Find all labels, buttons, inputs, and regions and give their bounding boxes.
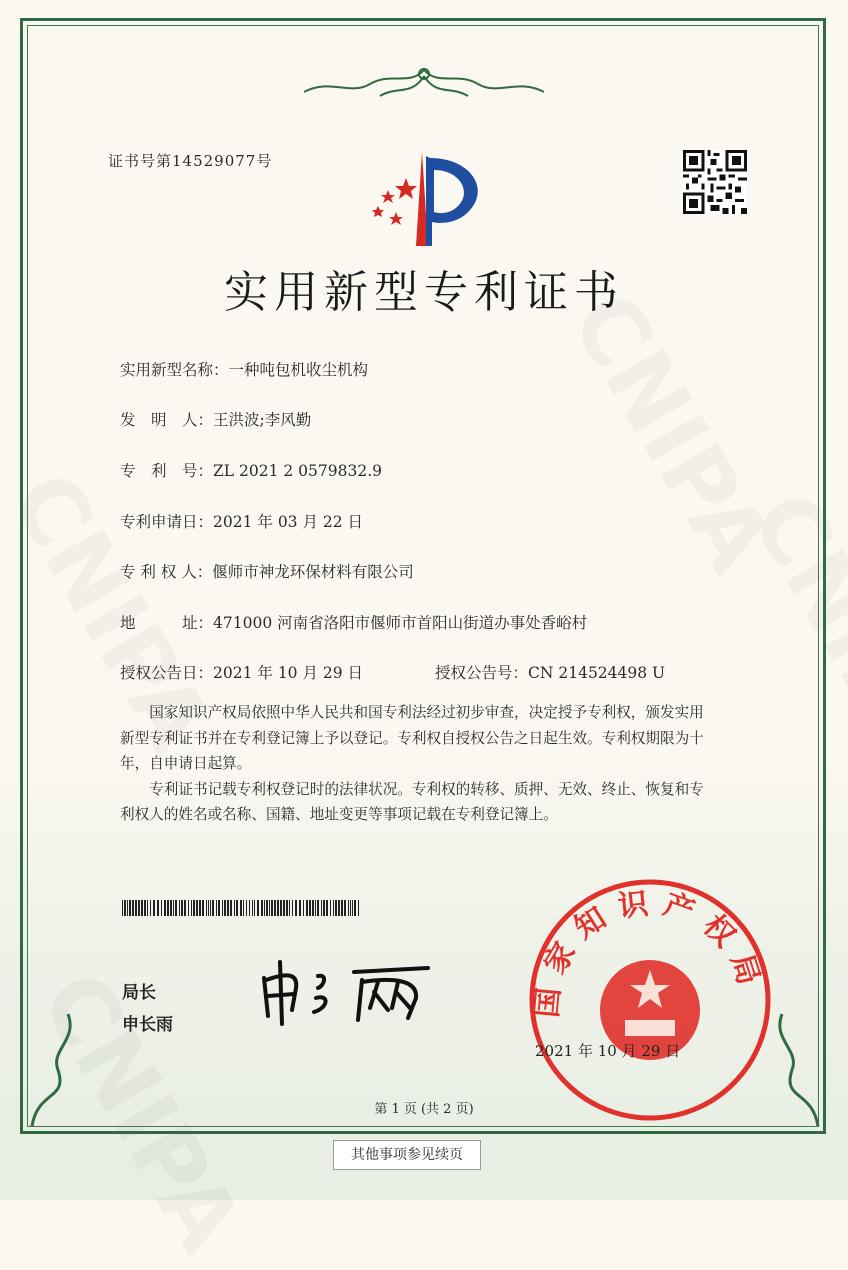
barcode-bar <box>306 900 308 916</box>
field-value: 偃师市神龙环保材料有限公司 <box>212 563 414 581</box>
field-patent-number <box>120 459 382 481</box>
barcode-bar <box>129 900 131 916</box>
barcode-bar <box>157 900 159 916</box>
barcode-bar <box>354 900 356 916</box>
barcode-bar <box>330 900 331 916</box>
barcode-bar <box>309 900 311 916</box>
barcode-bar <box>323 900 325 916</box>
signatory-name: 申长雨 <box>122 1015 173 1035</box>
seal-text: 国家知识产权局 <box>529 885 770 1020</box>
field-label: 专 利 权 人： <box>120 563 213 581</box>
barcode-bar <box>191 900 192 916</box>
barcode-bar <box>252 900 253 916</box>
barcode-bar <box>175 900 177 916</box>
barcode-bar <box>222 900 223 916</box>
barcode-bar <box>321 900 322 916</box>
barcode-bar <box>333 900 334 916</box>
signatory-title: 局长 <box>122 983 156 1003</box>
barcode-bar <box>312 900 314 916</box>
barcode-bar <box>132 900 134 916</box>
certificate-statement <box>120 700 740 828</box>
certificate-title: 实用新型专利证书 <box>224 267 624 318</box>
barcode-bar <box>289 900 290 916</box>
barcode-bar <box>199 900 201 916</box>
statement-line: 新型专利证书并在专利登记簿上予以登记。专利权自授权公告之日起生效。专利权期限为十 <box>120 729 704 747</box>
field-grant-date <box>120 661 363 683</box>
barcode-bar <box>295 900 297 916</box>
barcode-bar <box>210 900 211 916</box>
field-label: 授权公告日： <box>120 664 214 682</box>
field-patentee <box>120 560 414 582</box>
field-application-date <box>120 510 363 532</box>
official-seal <box>520 875 780 1135</box>
barcode-bar <box>341 900 343 916</box>
barcode-bar <box>335 900 337 916</box>
field-label: 专 利 号： <box>120 462 214 480</box>
field-label: 发 明 人： <box>120 411 214 429</box>
barcode-bar <box>161 900 162 916</box>
barcode-bar <box>286 900 288 916</box>
barcode-bar <box>338 900 340 916</box>
barcode-bar <box>206 900 207 916</box>
barcode-bar <box>150 900 151 916</box>
barcode-bar <box>208 900 209 916</box>
barcode-bar <box>184 900 186 916</box>
barcode-bar <box>317 900 319 916</box>
barcode-bar <box>122 900 123 916</box>
qr-code <box>683 150 747 214</box>
field-address <box>120 611 587 633</box>
barcode-bar <box>202 900 204 916</box>
field-inventor <box>120 408 311 430</box>
field-value: 2021 年 10 月 29 日 <box>213 664 364 682</box>
field-value: ZL 2021 2 0579832.9 <box>213 462 382 480</box>
field-value: 一种吨包机收尘机构 <box>228 361 369 379</box>
barcode-bar <box>124 900 126 916</box>
certificate-number: 证书号第14529077号 <box>108 152 273 170</box>
field-value: 2021 年 03 月 22 日 <box>213 513 364 531</box>
barcode-bar <box>271 900 273 916</box>
barcode-bar <box>212 900 214 916</box>
barcode-bar <box>170 900 172 916</box>
barcode-bar <box>257 900 259 916</box>
barcode-bar <box>188 900 189 916</box>
barcode-bar <box>299 900 301 916</box>
cnipa-logo <box>360 148 490 248</box>
field-label: 授权公告号： <box>435 664 529 682</box>
top-ornament <box>300 66 548 106</box>
statement-line: 利权人的姓名或名称、国籍、地址变更等事项记载在专利登记簿上。 <box>120 806 558 823</box>
barcode-bar <box>196 900 198 916</box>
barcode-bar <box>266 900 268 916</box>
statement-line: 年，自申请日起算。 <box>120 755 252 772</box>
barcode-bar <box>352 900 353 916</box>
barcode-bar <box>264 900 265 916</box>
barcode-bar <box>193 900 195 916</box>
barcode-bar <box>303 900 304 916</box>
barcode-bar <box>181 900 183 916</box>
barcode-bar <box>234 900 235 916</box>
field-announcement-number <box>435 661 665 683</box>
barcode-bar <box>280 900 282 916</box>
handwritten-signature <box>258 958 438 1028</box>
page-number: 第 1 页 (共 2 页) <box>374 1102 474 1117</box>
barcode-bar <box>274 900 276 916</box>
barcode-bar <box>315 900 316 916</box>
barcode-bar <box>243 900 244 916</box>
barcode-bar <box>236 900 238 916</box>
statement-line: 专利证书记载专利权登记时的法律状况。专利权的转移、质押、无效、终止、恢复和专 <box>120 780 704 798</box>
barcode-bar <box>227 900 229 916</box>
barcode-bar <box>164 900 166 916</box>
barcode-bar <box>326 900 328 916</box>
barcode-bar <box>179 900 180 916</box>
barcode-bar <box>173 900 174 916</box>
barcode-bar <box>167 900 169 916</box>
barcode-bar <box>135 900 137 916</box>
barcode-bar <box>230 900 232 916</box>
field-utility-model-name <box>120 358 368 380</box>
barcode-bar <box>277 900 279 916</box>
field-label: 实用新型名称： <box>120 361 229 379</box>
barcode-bar <box>269 900 270 916</box>
barcode-bar <box>224 900 226 916</box>
barcode-bar <box>147 900 148 916</box>
barcode-bar <box>240 900 242 916</box>
barcode-bar <box>127 900 128 916</box>
barcode-bar <box>141 900 143 916</box>
barcode-bar <box>216 900 217 916</box>
barcode-bar <box>138 900 140 916</box>
barcode-bar <box>254 900 255 916</box>
barcode-bar <box>218 900 220 916</box>
barcode-bar <box>283 900 285 916</box>
barcode-bar <box>249 900 250 916</box>
field-value: 王洪波;李风勤 <box>213 411 312 429</box>
barcode-bar <box>350 900 351 916</box>
barcode-bar <box>261 900 263 916</box>
barcode-bar <box>144 900 146 916</box>
barcode-bar <box>344 900 346 916</box>
barcode <box>122 900 362 916</box>
field-value: CN 214524498 U <box>528 664 666 682</box>
barcode-bar <box>358 900 359 916</box>
statement-line: 国家知识产权局依照中华人民共和国专利法经过初步审查，决定授予专利权，颁发实用 <box>120 704 704 721</box>
seal-date: 2021 年 10 月 29 日 <box>535 1042 681 1060</box>
continued-note: 其他事项参见续页 <box>333 1140 481 1170</box>
barcode-bar <box>292 900 293 916</box>
barcode-bar <box>348 900 349 916</box>
field-label: 专利申请日： <box>120 513 214 531</box>
barcode-bar <box>153 900 155 916</box>
barcode-bar <box>246 900 247 916</box>
field-label: 地 址： <box>120 614 214 632</box>
field-value: 471000 河南省洛阳市偃师市首阳山街道办事处香峪村 <box>213 614 588 632</box>
